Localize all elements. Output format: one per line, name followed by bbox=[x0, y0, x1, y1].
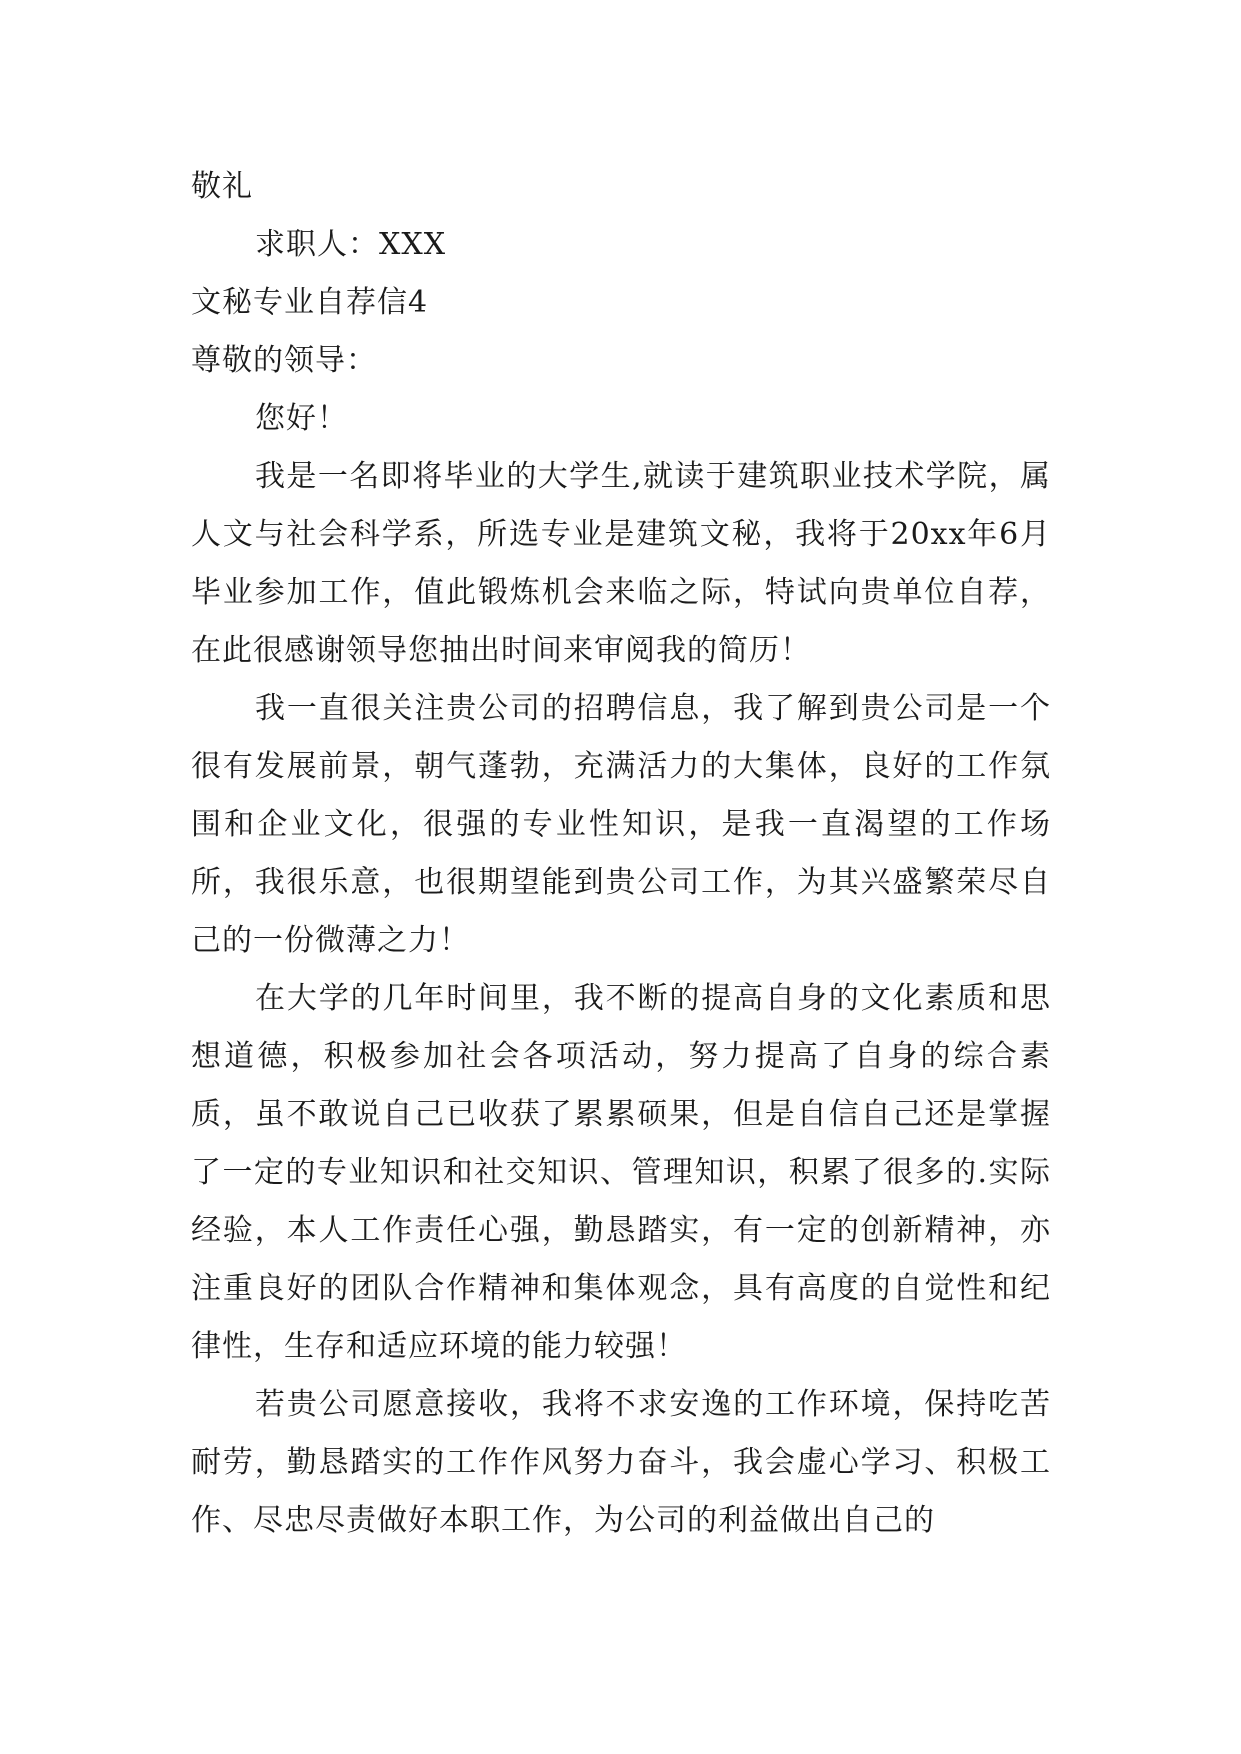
letter-body bbox=[191, 158, 1051, 1550]
greeting-text: 您好！ bbox=[255, 401, 348, 436]
closing-text: 敬礼 bbox=[191, 169, 253, 204]
letter-title: 文秘专业自荐信4 bbox=[191, 285, 429, 320]
paragraph-3: 在大学的几年时间里，我不断的提高自身的文化素质和思想道德，积极参加社会各项活动，努力提高了自身的综合素质，虽不敢说自己已收获了累累硕果，但是自信自己还是掌握了一定的专业知识和社交知识、管理知识，积累了很多的.实际经验，本人工作责任心强，勤恳踏实，有一定的创新精神，亦注重良好的团队合作精神和集体观念，具有高度的自觉性和纪律性，生存和适应环境的能力较强！ bbox=[191, 981, 1051, 1364]
salutation-text: 尊敬的领导： bbox=[191, 343, 377, 378]
paragraph-2: 我一直很关注贵公司的招聘信息，我了解到贵公司是一个很有发展前景，朝气蓬勃，充满活力的大集体，良好的工作氛围和企业文化，很强的专业性知识，是我一直渴望的工作场所，我很乐意，也很期望能到贵公司工作，为其兴盛繁荣尽自己的一份微薄之力！ bbox=[191, 691, 1051, 958]
paragraph-1: 我是一名即将毕业的大学生,就读于建筑职业技术学院，属人文与社会科学系，所选专业是建筑文秘，我将于20xx年6月毕业参加工作，值此锻炼机会来临之际，特试向贵单位自荐，在此很感谢领导您抽出时间来审阅我的简历！ bbox=[191, 459, 1051, 668]
signature-text: 求职人：XXX bbox=[255, 227, 447, 262]
paragraph-4: 若贵公司愿意接收，我将不求安逸的工作环境，保持吃苦耐劳，勤恳踏实的工作作风努力奋斗，我会虚心学习、积极工作、尽忠尽责做好本职工作，为公司的利益做出自己的 bbox=[191, 1387, 1051, 1538]
